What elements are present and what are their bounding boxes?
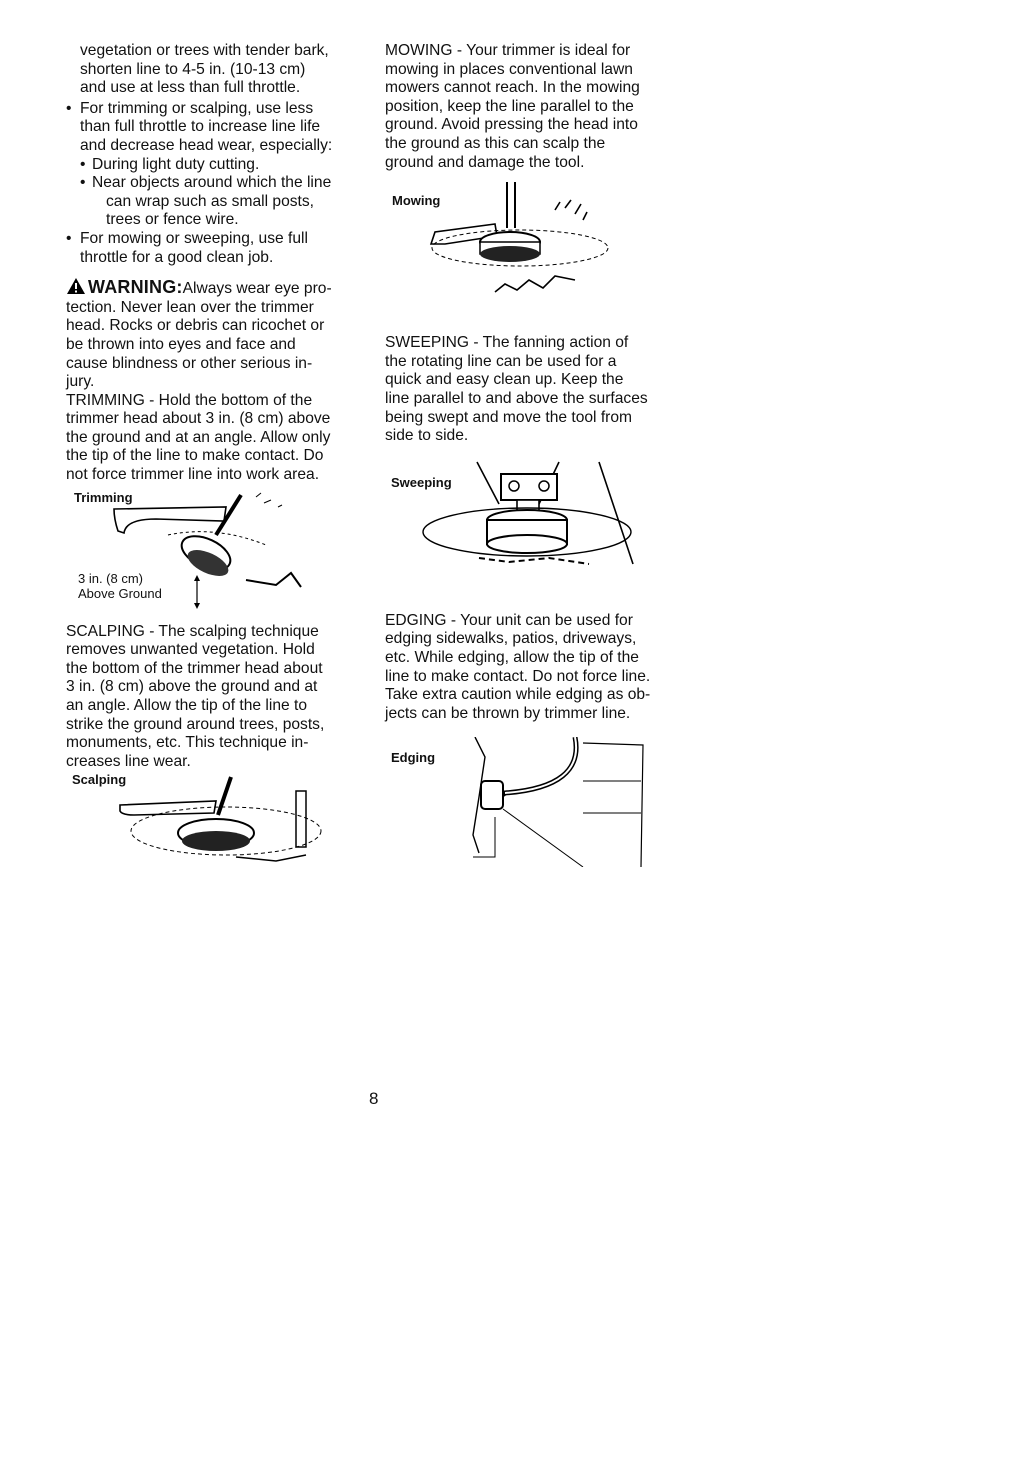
sub-bullet-light-duty: • During light duty cutting. xyxy=(66,156,356,175)
trimming-paragraph: TRIMMING - Hold the bottom of the trimmer head about 3 in. (8 cm) above the ground and at an angle. Allow only the tip of the line to make contact. Do not force trimmer line into work area. xyxy=(66,391,331,484)
bullet-mowing: • For mowing or sweeping, use full throttle for a good clean job. xyxy=(66,230,356,267)
warning-title: WARNING: xyxy=(88,277,183,298)
left-column xyxy=(66,42,356,871)
warning-block: WARNING:Always wear eye pro- tection. Never lean over the trimmer head. Rocks or debris can ricochet or be thrown into eyes and face and cause blindness or other serious in- jury. xyxy=(66,277,332,391)
mowing-figure-label: Mowing xyxy=(392,193,441,209)
scalping-paragraph: SCALPING - The scalping technique removes unwanted vegetation. Hold the bottom of the trimmer head about 3 in. (8 cm) above the ground and at an angle. Allow the tip of the line to strike the ground around trees, posts, monuments, etc. This technique in- creases line wear. xyxy=(66,622,325,770)
scalping-figure-label: Scalping xyxy=(72,772,127,788)
sweeping-illustration xyxy=(419,454,649,594)
trimming-gap-label: 3 in. (8 cm) Above Ground xyxy=(78,570,162,601)
trimming-figure-label: Trimming xyxy=(74,489,133,505)
edging-figure xyxy=(385,737,675,877)
sweeping-paragraph: SWEEPING - The fanning action of the rotating line can be used for a quick and easy clean up. Keep the line parallel to and above the surfaces being swept and move the tool from side to side. xyxy=(385,334,648,445)
warning-first-line: Always wear eye pro- xyxy=(182,280,332,298)
intro-paragraph: vegetation or trees with tender bark, shorten line to 4-5 in. (10-13 cm) and use at less than full throttle. xyxy=(80,42,329,97)
sub-bullet-near-objects: • Near objects around which the line can wrap such as small posts, trees or fence wire. xyxy=(66,174,356,230)
mowing-paragraph: MOWING - Your trimmer is ideal for mowing in places conventional lawn mowers cannot reach. In the mowing position, keep the line parallel to the ground. Avoid pressing the head into the ground as this can scalp the ground and damage the tool. xyxy=(385,42,640,171)
scalping-figure xyxy=(66,771,356,871)
scalping-illustration xyxy=(106,771,336,867)
mowing-illustration xyxy=(425,180,645,310)
edging-paragraph: EDGING - Your unit can be used for edging sidewalks, patios, driveways, etc. While edging, allow the tip of the line to make contact. Do not force line. Take extra caution while edging as ob- jects can be thrown by trimmer line. xyxy=(385,611,651,722)
edging-illustration xyxy=(455,737,655,867)
trimming-figure xyxy=(66,485,356,623)
sweeping-figure xyxy=(385,454,675,604)
mowing-figure xyxy=(385,180,675,330)
warning-triangle-icon xyxy=(66,277,86,295)
sweeping-figure-label: Sweeping xyxy=(391,474,452,490)
right-column xyxy=(385,42,675,877)
edging-figure-label: Edging xyxy=(391,750,436,766)
trimming-illustration xyxy=(96,485,326,615)
bullet-trimming: • For trimming or scalping, use less than full throttle to increase line life and decrease head wear, especially: xyxy=(66,100,356,156)
page-number: 8 xyxy=(369,1089,379,1108)
